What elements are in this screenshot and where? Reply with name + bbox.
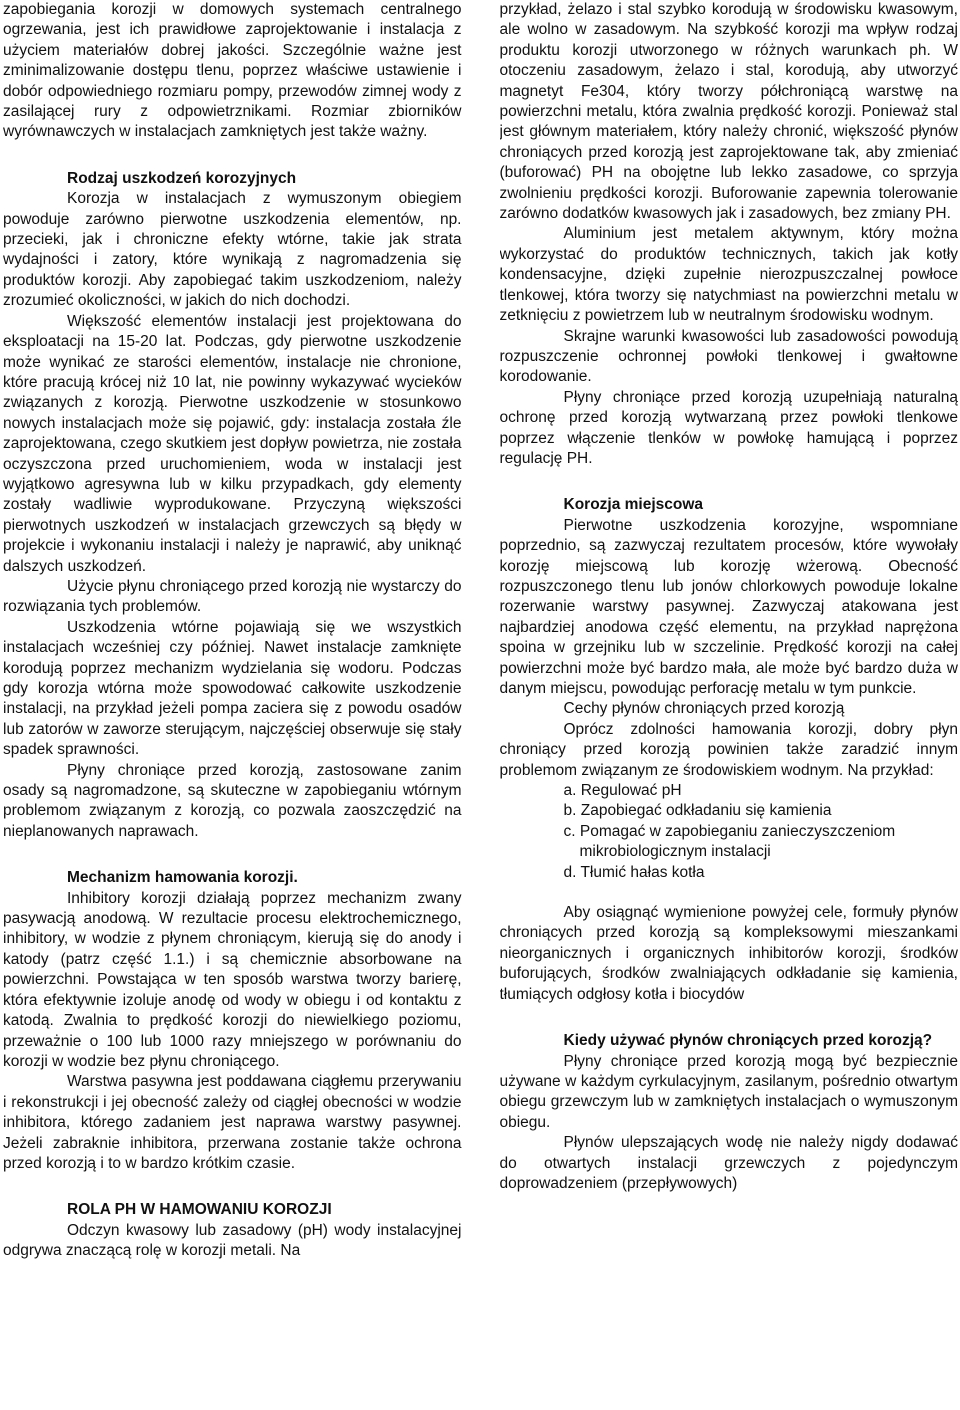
paragraph-ph: Odczyn kwasowy lub zasadowy (pH) wody instalacyjnej odgrywa znaczącą rolę w korozji metali. Na [3,1221,462,1260]
paragraph-features-title: Cechy płynów chroniących przed korozją [563,700,845,718]
list-item [500,822,959,863]
features-list [500,781,959,883]
list-item-text: c. Pomagać w zapobieganiu zanieczyszczeniom [563,822,896,840]
paragraph-local-corrosion: Pierwotne uszkodzenia korozyjne, wspomniane poprzednio, są zazwyczaj rezultatem procesów, które wywołały korozję miejscową lub korozję wżerową. Obecność rozpuszczonego tlenu lub jonów chlorkowych powoduje lokalne rozerwanie warstwy pasywnej. Zazwyczaj atakowana jest najbardziej anodowa część elementu, na przykład naprężona spoina w grzejniku lub w szczelinie. Prędkość korozji na całej powierzchni może być bardzo mała, ale może być bardzo duża w danym miejscu, powodując perforację metalu w tym punkcie. [499,516,958,697]
paragraph-intro: zapobiegania korozji w domowych systemach centralnego ogrzewania, jest ich prawidłowe zaprojektowanie i instalacja z użyciem materiałów dobrej jakości. Szczególnie ważne jest zminimalizowanie dostępu tlenu, poprzez właściwe ustawienie i dobór odpowiedniego rozmiaru pompy, przewodów zimnej wody z zasilającej rury z odpowietrznikami. Rozmiar zbiorników wyrównawczych w instalacjach zamkniętych jest także ważny. [3,1,462,141]
left-column [3,0,462,1410]
paragraph-damage-4: Uszkodzenia wtórne pojawiają się we wszystkich instalacjach wcześniej czy później. Nawet instalacje zamknięte korodują poprzez mechanizm wydzielania się wodoru. Podczas gdy korozja wtórna może spowodować całkowite uszkodzenie instalacji, na przykład jeżeli pompa zaciera się z powodu osadów lub zatorów w zaworze sterującym, najczęściej obserwuje się stały spadek sprawności. [3,618,462,759]
heading-when-to-use: Kiedy używać płynów chroniących przed korozją? [563,1032,933,1050]
paragraph-damage-2: Większość elementów instalacji jest projektowana do eksploatacji na 15-20 lat. Podczas, gdy pierwotne uszkodzenie może wynikać ze starości elementów, instalacje nie chronione, które pracują krócej niż 10 lat, nie powinny wykazywać wycieków związanych z korozją. Pierwotne uszkodzenie w stosunkowo nowych instalacjach może się pojawić, gdy: instalacja została źle zaprojektowana, czego skutkiem jest dopływ powietrza, nie została oczyszczona przed uruchomieniem, woda w instalacji jest wyjątkowo agresywna lub w kilku przypadkach, gdy elementy zostały wadliwie wyprodukowane. Przyczyną większości pierwotnych uszkodzeń w instalacjach grzewczych są błędy w projekcie i wykonaniu instalacji i należy je naprawić, aby uniknąć dalszych uszkodzeń. [3,312,462,575]
paragraph-ph-continued: przykład, żelazo i stal szybko korodują w środowisku kwasowym, ale wolno w zasadowym. Na szybkość korozji ma wpływ rodzaj produktu korozji utworzonego w różnych warunkach ph. W otoczeniu zasadowym, żelazo i stal, korodują, aby utworzyć magnetyt Fe304, który tworzy półchroniącą warstwę na powierzchni metalu, która zwalnia prędkość korozji. Ponieważ stal jest głównym materiałem, który należy chronić, większość płynów chroniących przed korozją jest zaprojektowane tak, aby zmieniać (buforować) PH na obojętne lub lekko zasadowe, co sprzyja zwolnieniu prędkości korozji. Buforowanie zapewnia tolerowanie zarówno dodatków kwasowych jak i zasadowych, bez zmiany PH. [499,1,958,223]
paragraph-protective-fluids: Płyny chroniące przed korozją uzupełniają naturalną ochronę przed korozją wytwarzaną przez powłoki tlenkowe poprzez włączenie tlenków w powłokę hamującą i poprzez regulację PH. [499,388,958,467]
paragraph-extreme-conditions: Skrajne warunki kwasowości lub zasadowości powodują rozpuszczenie ochronnej powłoki tlenkowej i gwałtowne korodowanie. [499,327,958,386]
heading-mechanism: Mechanizm hamowania korozji. [67,869,298,887]
heading-damage-types: Rodzaj uszkodzeń korozyjnych [67,169,297,187]
paragraph-damage-5: Płyny chroniące przed korozją, zastosowane zanim osady są nagromadzone, są skuteczne w zapobieganiu wtórnym problemom związanym z korozją, co pozwala zaoszczędzić na nieplanowanych naprawach. [3,761,462,840]
paragraph-features: Oprócz zdolności hamowania korozji, dobry płyn chroniący przed korozją powinien także zaradzić innym problemom związanym ze środowiskiem wodnym. Na przykład: [499,720,958,779]
paragraph-mechanism-2: Warstwa pasywna jest poddawana ciągłemu przerywaniu i rekonstrukcji i jej obecność zależy od ciągłej obecności w wodzie inhibitora, którego zadaniem jest naprawa warstwy pasywnej. Jeżeli zabraknie inhibitora, przerwana zostanie także ochrona przed korozją i to w bardzo krótkim czasie. [3,1073,462,1172]
list-item-continuation: mikrobiologicznym instalacji [579,843,771,861]
list-item: a. Regulować pH [563,782,682,800]
paragraph-when-2: Płynów ulepszających wodę nie należy nigdy dodawać do otwartych instalacji grzewczych z pojedynczym doprowadzeniem (przepływowych) [499,1134,958,1192]
paragraph-damage-1: Korozja w instalacjach z wymuszonym obiegiem powoduje zarówno pierwotne uszkodzenia elementów, np. przecieki, jak i chroniczne efekty wtórne, takie jak strata wydajności i zatory, które wynikają z nagromadzenia się produktów korozji. Aby zapobiegać takim uszkodzeniom, należy zrozumieć okoliczności, w jakich do nich dochodzi. [3,190,462,310]
paragraph-mechanism-1: Inhibitory korozji działają poprzez mechanizm zwany pasywacją anodową. W rezultacie procesu elektrochemicznego, inhibitory, w wodzie z płynem chroniącym, kierują się do anody i katody (patrz część 1.1.) i są chemicznie absorbowane na powierzchni. Powstająca w ten sposób warstwa tworzy barierę, która efektywnie izoluje anodę od wody w obiegu i od kontaktu z katodą. Zwalnia to prędkość korozji do niewielkiego poziomu, przeważnie o 100 lub 1000 razy mniejszego w porównaniu do korozji w wodzie bez płynu chroniącego. [3,889,462,1070]
list-item: b. Zapobiegać odkładaniu się kamienia [563,802,832,820]
list-item: d. Tłumić hałas kotła [563,863,705,881]
paragraph-damage-3: Użycie płynu chroniącego przed korozją nie wystarczy do rozwiązania tych problemów. [3,577,462,616]
paragraph-when-1: Płyny chroniące przed korozją mogą być bezpiecznie używane w każdym cyrkulacyjnym, zasilanym, pośrednio otwartym obiegu grzewczym lub w zamkniętych instalacjach o wymuszonym obiegu. [499,1052,958,1131]
heading-ph-role: ROLA PH W HAMOWANIU KOROZJI [67,1201,332,1219]
right-column [500,0,959,1410]
paragraph-complex-formulas: Aby osiągnąć wymienione powyżej cele, formuły płynów chroniących przed korozją są kompleksowymi mieszankami nieorganicznych i organicznych inhibitorów korozji, środków buforujących, środków zwalniających odkładanie się kamienia, tłumiących odgłosy kotła i biocydów [499,904,958,1003]
paragraph-aluminium: Aluminium jest metalem aktywnym, który można wykorzystać do produktów technicznych, takich jak kotły kondensacyjne, dzięki zupełnie nierozpuszczalnej powłoce tlenkowej, która tworzy się natychmiast na powierzchni metalu w zetknięciu z powietrzem lub w neutralnym środowisku wodnym. [499,225,958,325]
heading-local-corrosion: Korozja miejscowa [563,496,704,514]
